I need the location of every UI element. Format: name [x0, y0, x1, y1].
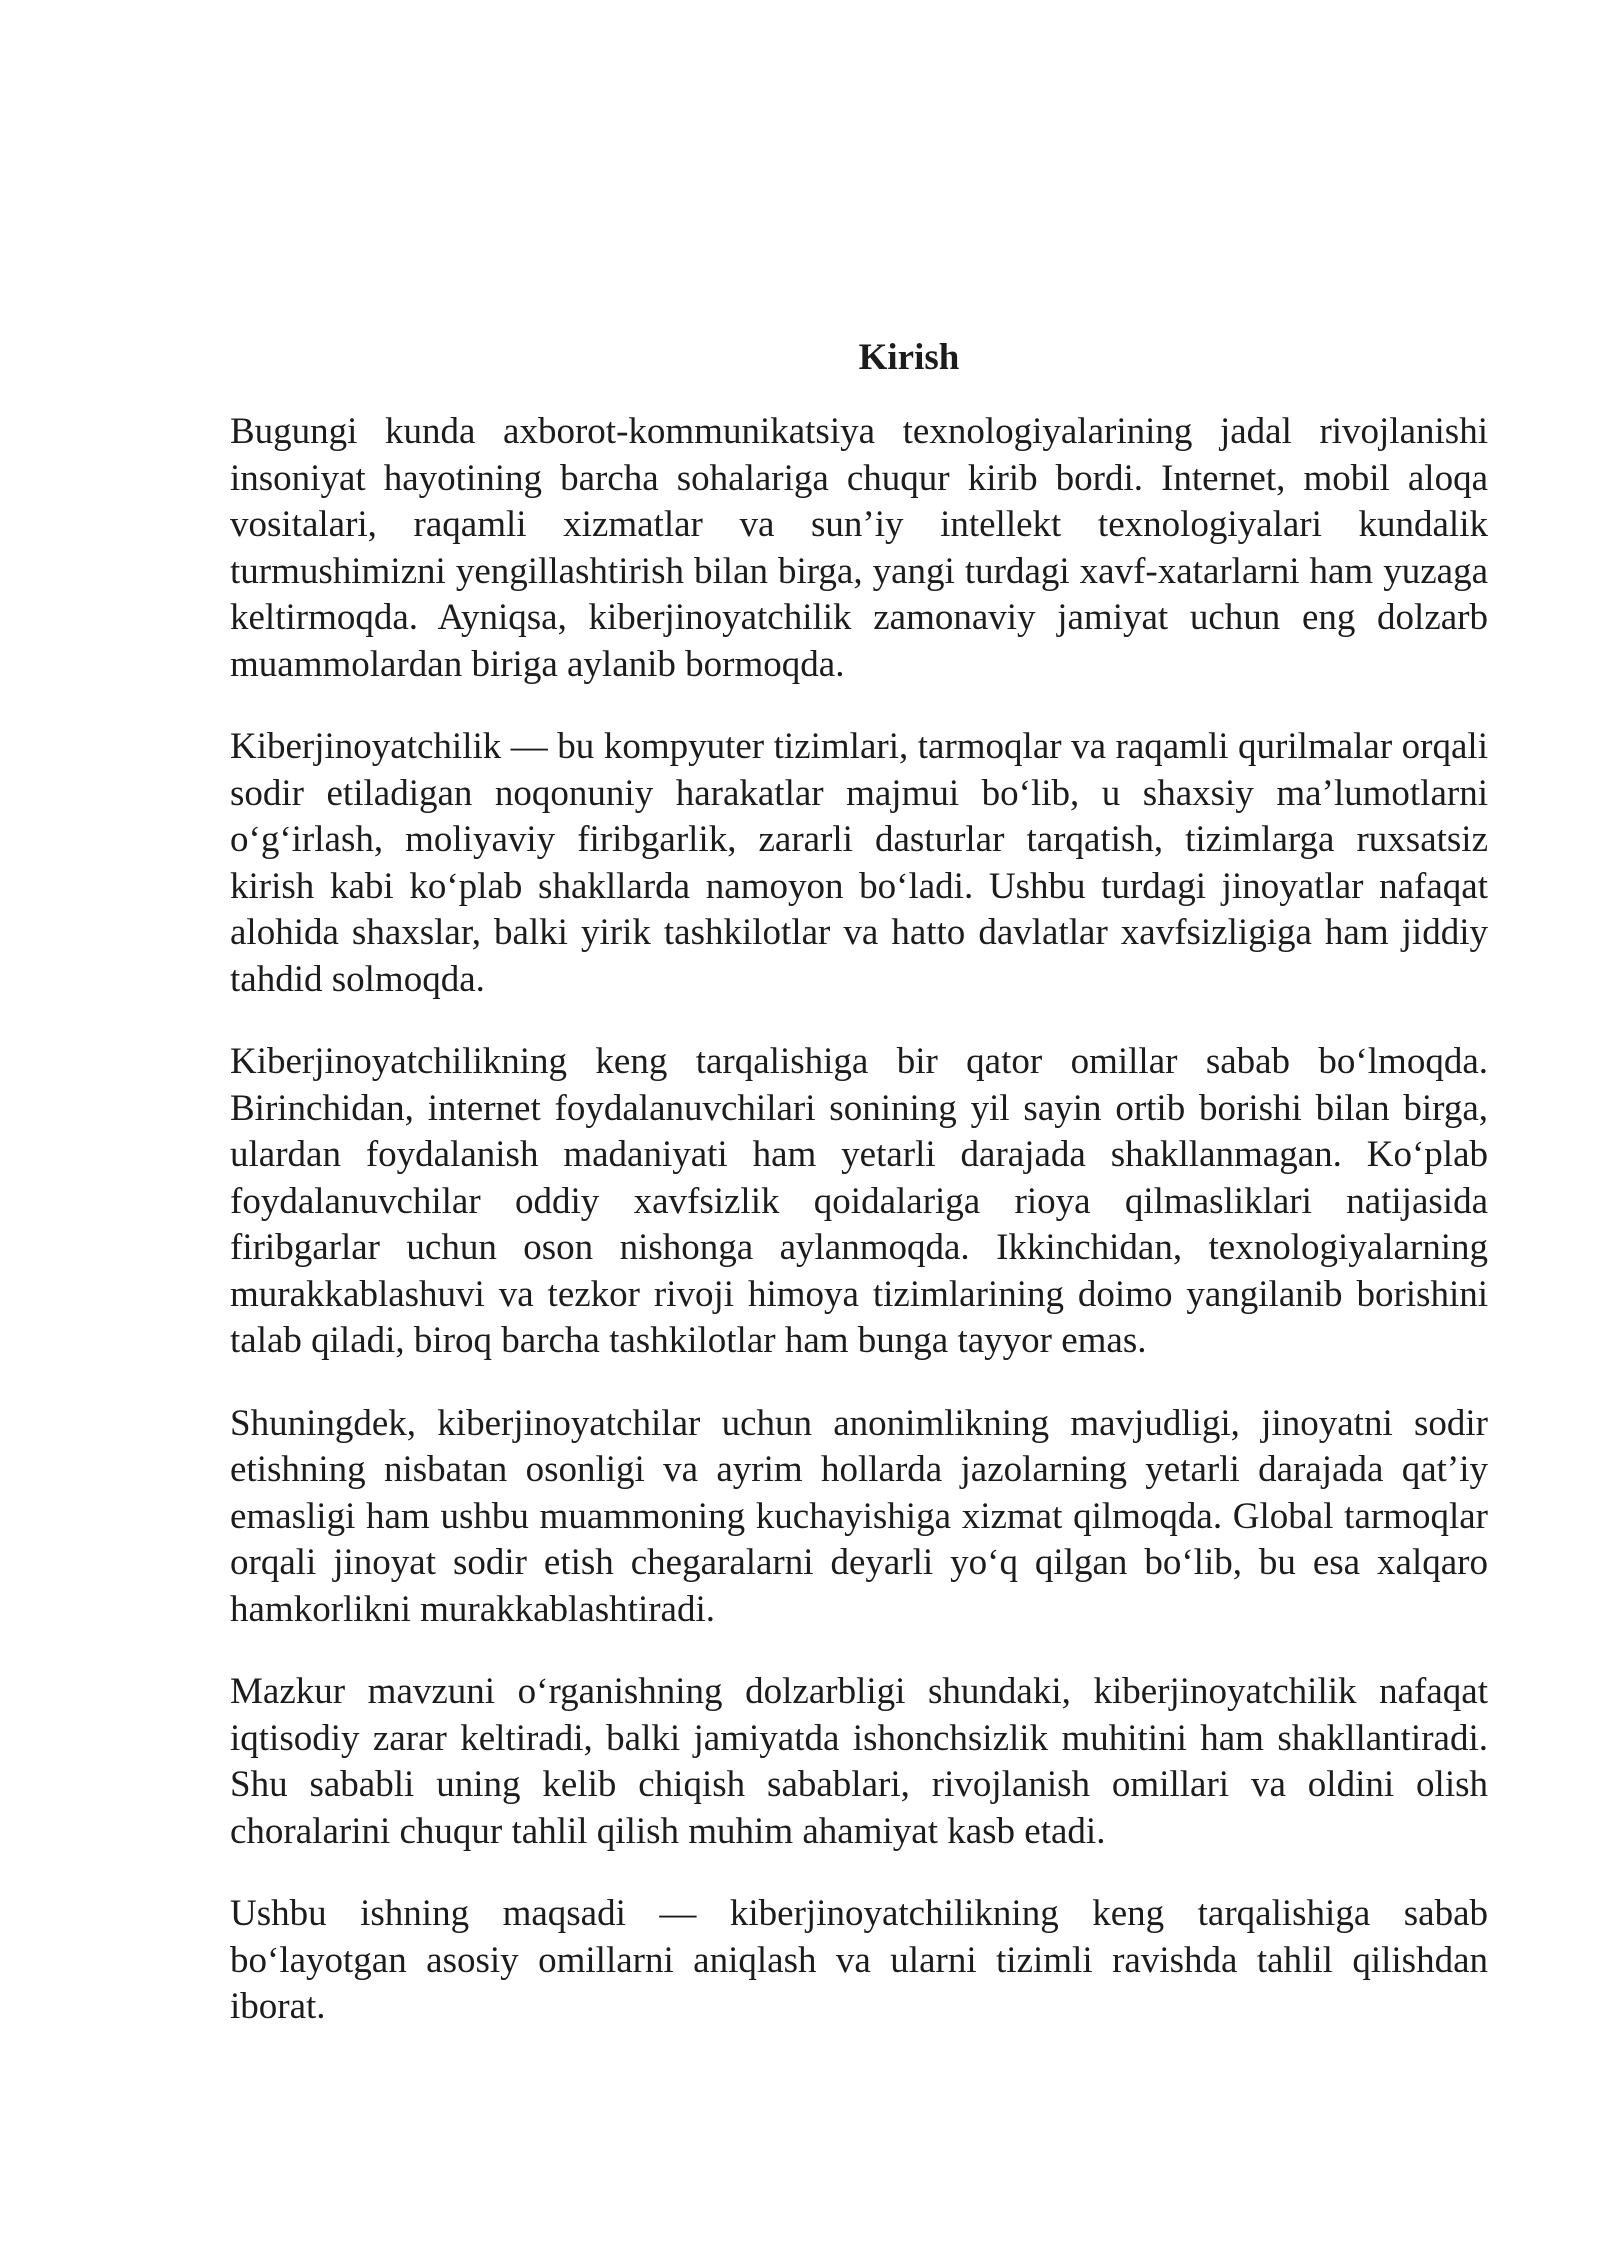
- paragraph: Shuningdek, kiberjinoyatchilar uchun anonimlikning mavjudligi, jinoyatni sodir etishning nisbatan osonligi va ayrim hollarda jazolarning yetarli darajada qat’iy emasligi ham ushbu muammoning kuchayishiga xizmat qilmoqda. Global tarmoqlar orqali jinoyat sodir etish chegaralarni deyarli yo‘q qilgan bo‘lib, bu esa xalqaro hamkorlikni murakkablashtiradi.: [230, 1402, 1488, 1630]
- paragraph: Bugungi kunda axborot-kommunikatsiya texnologiyalarining jadal rivojlanishi insoniyat hayotining barcha sohalariga chuqur kirib bordi. Internet, mobil aloqa vositalari, raqamli xizmatlar va sun’iy intellekt texnologiyalari kundalik turmushimizni yengillashtirish bilan birga, yangi turdagi xavf-xatarlarni ham yuzaga keltirmoqda. Ayniqsa, kiberjinoyatchilik zamonaviy jamiyat uchun eng dolzarb muammolardan biriga aylanib bormoqda.: [230, 411, 1488, 685]
- paragraph: Ushbu ishning maqsadi — kiberjinoyatchilikning keng tarqalishiga sabab bo‘layotgan asosiy omillarni aniqlash va ularni tizimli ravishda tahlil qilishdan iborat.: [230, 1893, 1488, 2027]
- paragraph: Kiberjinoyatchilikning keng tarqalishiga bir qator omillar sabab bo‘lmoqda. Birinchidan, internet foydalanuvchilari sonining yil sayin ortib borishi bilan birga, ulardan foydalanish madaniyati ham yetarli darajada shakllanmagan. Ko‘plab foydalanuvchilar oddiy xavfsizlik qoidalariga rioya qilmasliklari natijasida firibgarlar uchun oson nishonga aylanmoqda. Ikkinchidan, texnologiyalarning murakkablashuvi va tezkor rivoji himoya tizimlarining doimo yangilanib borishini talab qiladi, biroq barcha tashkilotlar ham bunga tayyor emas.: [230, 1041, 1488, 1361]
- document-body: [230, 335, 1488, 2067]
- paragraph: Mazkur mavzuni o‘rganishning dolzarbligi shundaki, kiberjinoyatchilik nafaqat iqtisodiy zarar keltiradi, balki jamiyatda ishonchsizlik muhitini ham shakllantiradi. Shu sababli uning kelib chiqish sabablari, rivojlanish omillari va oldini olish choralarini chuqur tahlil qilish muhim ahamiyat kasb etadi.: [230, 1671, 1488, 1852]
- paragraph: Kiberjinoyatchilik — bu kompyuter tizimlari, tarmoqlar va raqamli qurilmalar orqali sodir etiladigan noqonuniy harakatlar majmui bo‘lib, u shaxsiy ma’lumotlarni o‘g‘irlash, moliyaviy firibgarlik, zararli dasturlar tarqatish, tizimlarga ruxsatsiz kirish kabi ko‘plab shakllarda namoyon bo‘ladi. Ushbu turdagi jinoyatlar nafaqat alohida shaxslar, balki yirik tashkilotlar va hatto davlatlar xavfsizligiga ham jiddiy tahdid solmoqda.: [230, 726, 1488, 1000]
- document-title: Kirish: [858, 337, 960, 378]
